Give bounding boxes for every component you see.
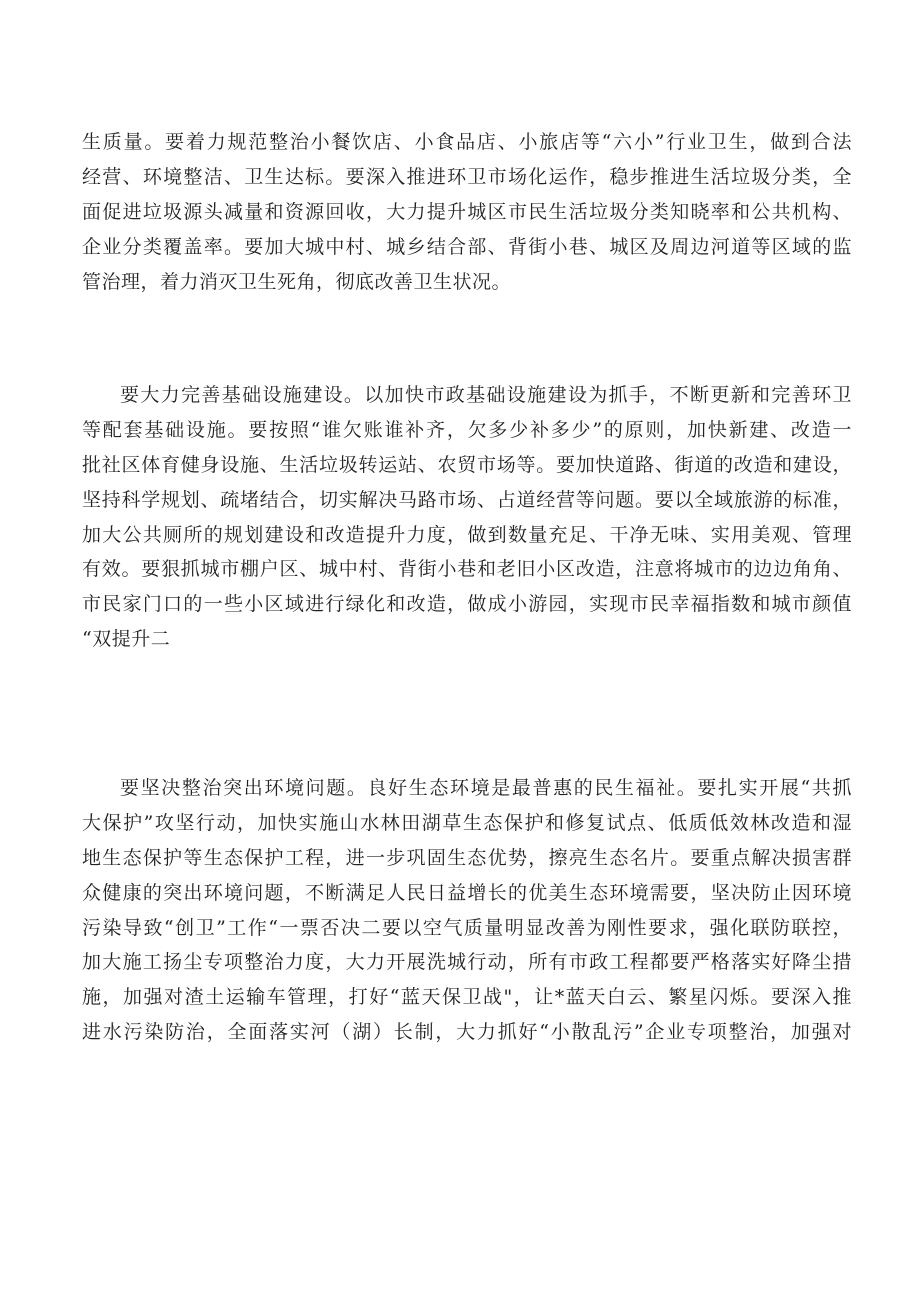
text-line: 面促进垃圾源头减量和资源回收，大力提升城区市民生活垃圾分类知晓率和公共机构、 (82, 200, 852, 223)
text-line: 批社区体育健身设施、生活垃圾转运站、农贸市场等。要加快道路、街道的改造和建设， (82, 453, 852, 476)
text-line: 要大力完善基础设施建设。以加快市政基础设施建设为抓手，不断更新和完善环卫 (120, 384, 852, 406)
text-line: “双提升二 (82, 628, 171, 651)
text-line: 要坚决整治突出环境问题。良好生态环境是最普惠的民生福祉。要扎实开展“共抓 (120, 777, 852, 799)
text-line: 进水污染防治，全面落实河（湖）长制，大力抓好“小散乱污”企业专项整治，加强对 (82, 1021, 852, 1044)
paragraph-sanitation-quality (82, 125, 852, 299)
paragraph-infrastructure (82, 378, 852, 657)
text-line: 坚持科学规划、疏堵结合，切实解决马路市场、占道经营等问题。要以全域旅游的标准， (82, 488, 852, 511)
text-line: 加大施工扬尘专项整治力度，大力开展洗城行动，所有市政工程都要严格落实好降尘措 (82, 951, 852, 974)
text-line: 市民家门口的一些小区域进行绿化和改造，做成小游园，实现市民幸福指数和城市颜值 (82, 593, 852, 616)
text-line: 污染导致“创卫”工作“一票否决二要以空气质量明显改善为刚性要求，强化联防联控， (82, 916, 852, 939)
text-line: 管治理，着力消灭卫生死角，彻底改善卫生状况。 (82, 270, 512, 293)
text-line: 经营、环境整洁、卫生达标。要深入推进环卫市场化运作，稳步推进生活垃圾分类，全 (82, 165, 852, 188)
text-line: 施，加强对渣土运输车管理，打好“蓝天保卫战"，让*蓝天白云、繁星闪烁。要深入推 (82, 986, 852, 1009)
text-line: 大保护”攻坚行动，加快实施山水林田湖草生态保护和修复试点、低质低效林改造和湿 (82, 811, 852, 834)
text-line: 生质量。要着力规范整治小餐饮店、小食品店、小旅店等“六小”行业卫生，做到合法 (82, 131, 852, 153)
text-line: 有效。要狠抓城市棚户区、城中村、背街小巷和老旧小区改造，注意将城市的边边角角、 (82, 558, 852, 581)
text-line: 众健康的突出环境问题，不断满足人民日益增长的优美生态环境需要，坚决防止因环境 (82, 881, 852, 904)
text-line: 等配套基础设施。要按照“谁欠账谁补齐，欠多少补多少”的原则，加快新建、改造一 (82, 418, 852, 441)
text-line: 地生态保护等生态保护工程，进一步巩固生态优势，擦亮生态名片。要重点解决损害群 (82, 846, 852, 869)
text-line: 加大公共厕所的规划建设和改造提升力度，做到数量充足、干净无味、实用美观、管理 (82, 523, 852, 546)
paragraph-environment (82, 771, 852, 1050)
text-line: 企业分类覆盖率。要加大城中村、城乡结合部、背街小巷、城区及周边河道等区域的监 (82, 235, 852, 258)
